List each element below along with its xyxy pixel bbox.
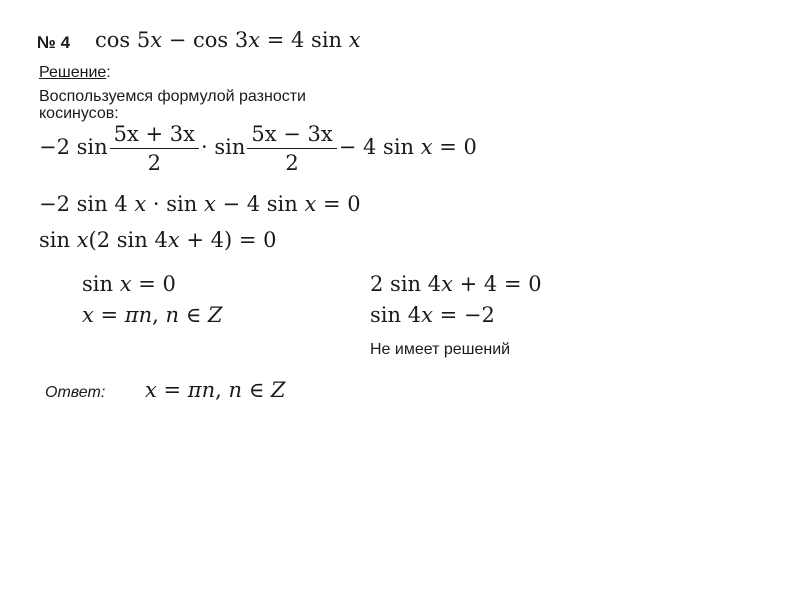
problem-number: № 4 xyxy=(37,33,71,52)
case-right-line-2: sin 4x = −2 xyxy=(370,303,495,327)
case-left-line-2: x = πn, n ∈ Z xyxy=(82,303,223,327)
case-right-note: Не имеет решений xyxy=(370,341,511,358)
solution-heading-word: Решение xyxy=(39,64,107,81)
fraction-sum: $\frac{5x + 3x}{2}$ xyxy=(110,122,199,175)
fraction-difference: $\frac{5x - 3x}{2}$ xyxy=(247,122,336,175)
case-right-line-1: 2 sin 4x + 4 = 0 xyxy=(370,272,542,296)
answer-value: x = πn, n ∈ Z xyxy=(145,378,286,402)
solution-note-cut-text: косинусов: xyxy=(39,105,119,122)
solution-heading xyxy=(39,64,111,82)
answer-label: Ответ: xyxy=(45,384,106,401)
step-3-formula: sin x(2 sin 4x + 4) = 0 xyxy=(39,228,277,252)
solution-note: Воспользуемся формулой разности xyxy=(39,88,306,105)
solution-heading-colon: : xyxy=(106,64,111,81)
problem-equation: cos 5x − cos 3x = 4 sin x xyxy=(95,28,361,52)
case-left-line-1: sin x = 0 xyxy=(82,272,176,296)
step-2-formula: −2 sin 4 x · sin x − 4 sin x = 0 xyxy=(39,192,361,216)
step-1-formula: −2 sin $\frac{5x + 3x}{2}$ · sin $\frac{5x - 3x}{2}$ − 4 sin x = 0 xyxy=(39,122,477,175)
